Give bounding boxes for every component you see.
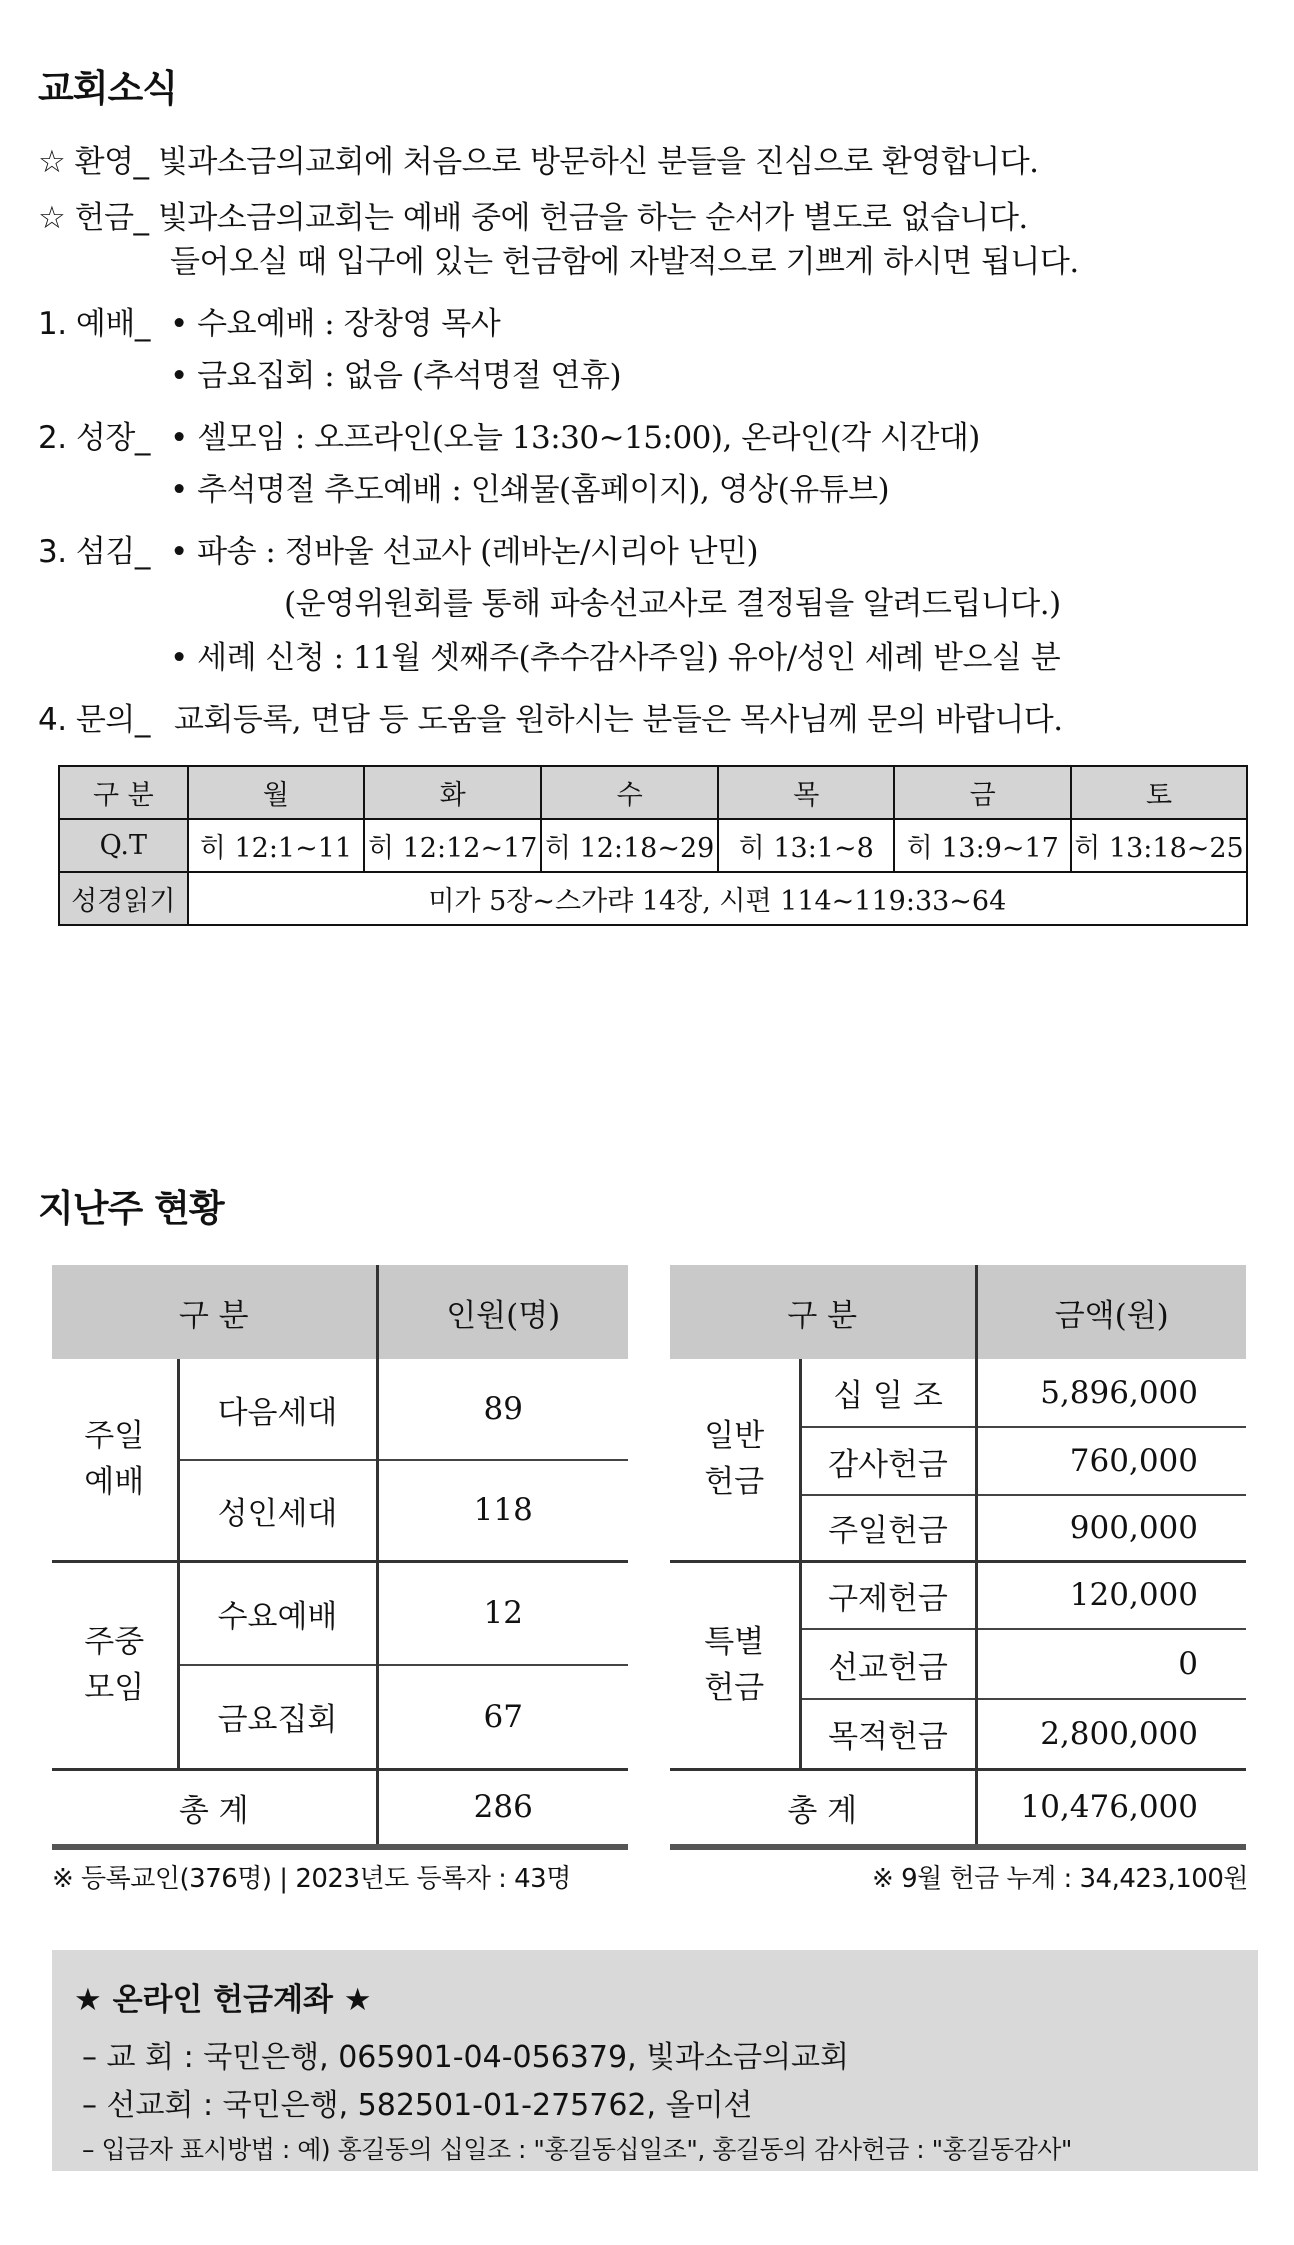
qt-cell-sat: 히 13:18~25 — [1071, 819, 1247, 872]
offering-row-name: 선교헌금 — [800, 1629, 976, 1699]
welcome-label: ☆ 환영_ — [38, 144, 149, 180]
attendance-total-label: 총 계 — [52, 1769, 377, 1847]
offering-total-label: 총 계 — [670, 1769, 976, 1847]
attendance-row-value: 89 — [377, 1359, 628, 1460]
offering-row-name: 목적헌금 — [800, 1699, 976, 1769]
qt-table — [58, 765, 1248, 926]
qt-cell-thu: 히 13:1~8 — [718, 819, 894, 872]
attendance-row-name: 성인세대 — [178, 1460, 377, 1561]
qt-header-thu: 목 — [718, 766, 894, 819]
qt-header-wed: 수 — [541, 766, 718, 819]
group-label-line: 헌금 — [704, 1464, 765, 1501]
offering-text-2: 들어오실 때 입구에 있는 헌금함에 자발적으로 기쁘게 하시면 됩니다. — [170, 244, 1079, 280]
offering-group-special — [670, 1561, 800, 1769]
item-serve-line-1: • 파송 : 정바울 선교사 (레바논/시리아 난민) — [170, 534, 759, 570]
offering-row-value: 0 — [976, 1629, 1246, 1699]
qt-label: Q.T — [59, 819, 188, 872]
group-label-line: 모임 — [84, 1670, 145, 1706]
reading-row — [59, 872, 1247, 925]
qt-cell-tue: 히 12:12~17 — [364, 819, 541, 872]
offering-header-row — [670, 1265, 1246, 1359]
item-worship-line-1: • 수요예배 : 장창영 목사 — [170, 306, 501, 342]
attendance-row-name: 다음세대 — [178, 1359, 377, 1460]
group-label-line: 주일 — [84, 1418, 145, 1455]
attendance-header-category: 구 분 — [52, 1265, 377, 1359]
offering-row-value: 900,000 — [976, 1495, 1246, 1561]
qt-cell-fri: 히 13:9~17 — [894, 819, 1071, 872]
attendance-row-name: 수요예배 — [178, 1561, 377, 1665]
account-church: – 교 회 : 국민은행, 065901-04-056379, 빛과소금의교회 — [82, 2040, 850, 2075]
table-row — [670, 1561, 1246, 1629]
qt-cell-wed: 히 12:18~29 — [541, 819, 718, 872]
item-inquiry-line-1: 교회등록, 면담 등 도움을 원하시는 분들은 목사님께 문의 바랍니다. — [174, 702, 1063, 738]
stats-title: 지난주 현황 — [38, 1187, 224, 1230]
attendance-group-weekday — [52, 1561, 178, 1769]
offering-row-name: 감사헌금 — [800, 1427, 976, 1495]
attendance-row-value: 118 — [377, 1460, 628, 1561]
offering-label: ☆ 헌금_ — [38, 200, 149, 236]
attendance-row-value: 67 — [377, 1665, 628, 1769]
item-label-growth: 2. 성장_ — [38, 420, 150, 456]
qt-header-mon: 월 — [188, 766, 365, 819]
item-growth-line-2: • 추석명절 추도예배 : 인쇄물(홈페이지), 영상(유튜브) — [170, 472, 890, 508]
item-serve-line-2: (운영위원회를 통해 파송선교사로 결정됨을 알려드립니다.) — [284, 586, 1061, 622]
offering-table — [670, 1265, 1246, 1850]
attendance-group-sunday — [52, 1359, 178, 1561]
offering-header-amount: 금액(원) — [976, 1265, 1246, 1359]
offering-text-1: 빛과소금의교회는 예배 중에 헌금을 하는 순서가 별도로 없습니다. — [157, 200, 1028, 236]
welcome-text: 빛과소금의교회에 처음으로 방문하신 분들을 진심으로 환영합니다. — [157, 144, 1039, 180]
attendance-total-value: 286 — [377, 1769, 628, 1847]
qt-header-sat: 토 — [1071, 766, 1247, 819]
offering-line — [38, 192, 1028, 237]
group-label-line: 일반 — [704, 1418, 765, 1455]
qt-header-fri: 금 — [894, 766, 1071, 819]
table-row — [52, 1359, 628, 1460]
reading-text: 미가 5장~스가랴 14장, 시편 114~119:33~64 — [188, 872, 1247, 925]
table-row — [670, 1359, 1246, 1427]
attendance-total-row — [52, 1769, 628, 1847]
offering-note: ※ 9월 헌금 누계 : 34,423,100원 — [872, 1864, 1248, 1894]
attendance-note: ※ 등록교인(376명) | 2023년도 등록자 : 43명 — [52, 1864, 571, 1894]
welcome-line — [38, 136, 1039, 181]
account-title: ★ 온라인 헌금계좌 ★ — [74, 1982, 372, 2018]
account-mission: – 선교회 : 국민은행, 582501-01-275762, 올미션 — [82, 2088, 753, 2123]
item-worship-line-2: • 금요집회 : 없음 (추석명절 연휴) — [170, 358, 622, 394]
group-label-line: 헌금 — [704, 1670, 765, 1706]
offering-total-value: 10,476,000 — [976, 1769, 1246, 1847]
offering-row-name: 십 일 조 — [800, 1359, 976, 1427]
online-offering-box — [52, 1950, 1258, 2171]
group-label-line: 특별 — [704, 1624, 765, 1660]
item-serve-line-3: • 세례 신청 : 11월 셋째주(추수감사주일) 유아/성인 세례 받으실 분 — [170, 640, 1061, 676]
offering-row-value: 760,000 — [976, 1427, 1246, 1495]
attendance-header-count: 인원(명) — [377, 1265, 628, 1359]
offering-row-value: 120,000 — [976, 1561, 1246, 1629]
qt-header-row — [59, 766, 1247, 819]
group-label-line: 주중 — [84, 1624, 145, 1660]
attendance-header-row — [52, 1265, 628, 1359]
news-title: 교회소식 — [38, 67, 177, 110]
qt-cell-mon: 히 12:1~11 — [188, 819, 365, 872]
offering-row-name: 주일헌금 — [800, 1495, 976, 1561]
offering-header-category: 구 분 — [670, 1265, 976, 1359]
account-method: – 입금자 표시방법 : 예) 홍길동의 십일조 : "홍길동십일조", 홍길동의 감사헌금 : "홍길동감사" — [82, 2135, 1072, 2164]
offering-row-name: 구제헌금 — [800, 1561, 976, 1629]
attendance-row-value: 12 — [377, 1561, 628, 1665]
table-row — [52, 1561, 628, 1665]
group-label-line: 예배 — [84, 1464, 145, 1501]
offering-group-general — [670, 1359, 800, 1561]
qt-header-category: 구 분 — [59, 766, 188, 819]
item-growth-line-1: • 셀모임 : 오프라인(오늘 13:30~15:00), 온라인(각 시간대) — [170, 420, 980, 456]
attendance-table — [52, 1265, 628, 1850]
qt-header-tue: 화 — [364, 766, 541, 819]
item-label-inquiry: 4. 문의_ — [38, 702, 150, 738]
qt-row — [59, 819, 1247, 872]
attendance-row-name: 금요집회 — [178, 1665, 377, 1769]
item-label-serve: 3. 섬김_ — [38, 534, 150, 570]
reading-label: 성경읽기 — [59, 872, 188, 925]
offering-row-value: 2,800,000 — [976, 1699, 1246, 1769]
offering-total-row — [670, 1769, 1246, 1847]
item-label-worship: 1. 예배_ — [38, 306, 150, 342]
offering-row-value: 5,896,000 — [976, 1359, 1246, 1427]
